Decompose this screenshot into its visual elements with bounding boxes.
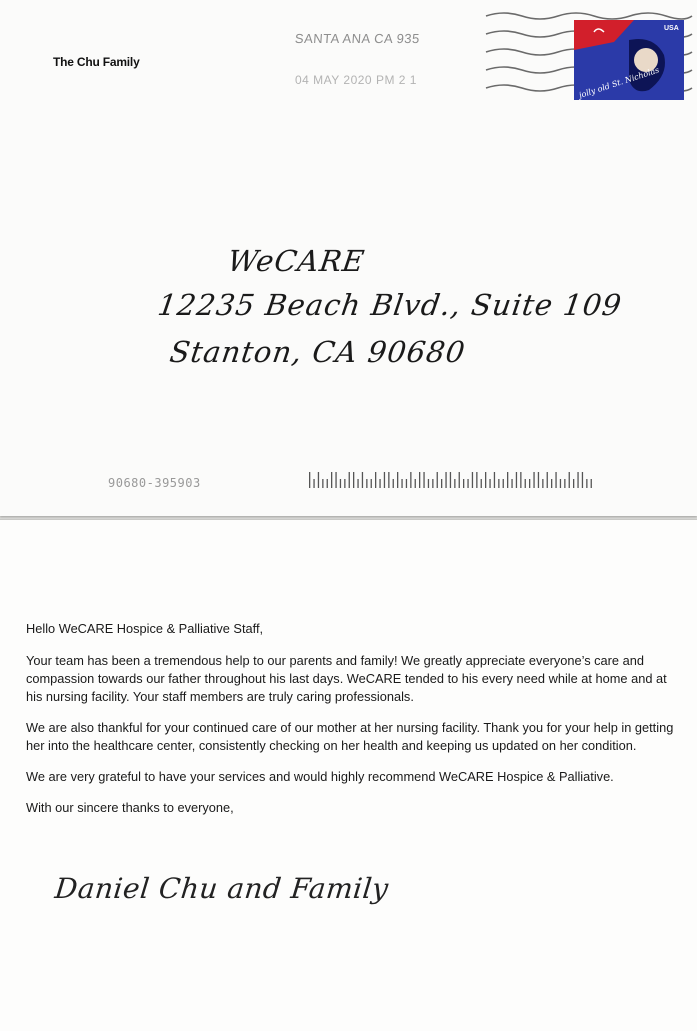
stamp-country: USA (664, 25, 679, 32)
recipient-city: Stanton, CA 90680 (167, 335, 468, 369)
letter-body (26, 620, 686, 830)
letter-paragraph-1: Your team has been a tremendous help to our parents and family! We greatly appreciate everyone’s care and compassion towards our father throughout his last days. WeCARE tended to his every need while at home and at his nursing facility. Your staff members are truly caring professionals. (26, 653, 667, 704)
handwritten-signature: Daniel Chu and Family (53, 872, 391, 905)
return-address: The Chu Family (53, 55, 140, 69)
letter-closing: With our sincere thanks to everyone, (26, 800, 234, 815)
postage-stamp (574, 20, 684, 100)
stamp-image (574, 20, 684, 100)
letter-paragraph-2: We are also thankful for your continued care of our mother at her nursing facility. Thank you for your help in getting her into the healthcare center, consistently checking on her health and keeping us updated on her condition. (26, 720, 674, 753)
stamp-caption: jolly old St. Nicholas (577, 65, 661, 100)
postmark-date: 04 MAY 2020 PM 2 1 (295, 73, 417, 87)
letter-greeting: Hello WeCARE Hospice & Palliative Staff, (26, 621, 264, 636)
letter-paragraph-3: We are very grateful to have your services and would highly recommend WeCARE Hospice & Palliative. (26, 769, 614, 784)
recipient-street: 12235 Beach Blvd., Suite 109 (155, 288, 625, 322)
recipient-name: WeCARE (225, 244, 368, 278)
barcode-number: 90680-395903 (108, 476, 201, 490)
postal-barcode (307, 470, 607, 490)
postmark-city: SANTA ANA CA 935 (294, 31, 421, 46)
